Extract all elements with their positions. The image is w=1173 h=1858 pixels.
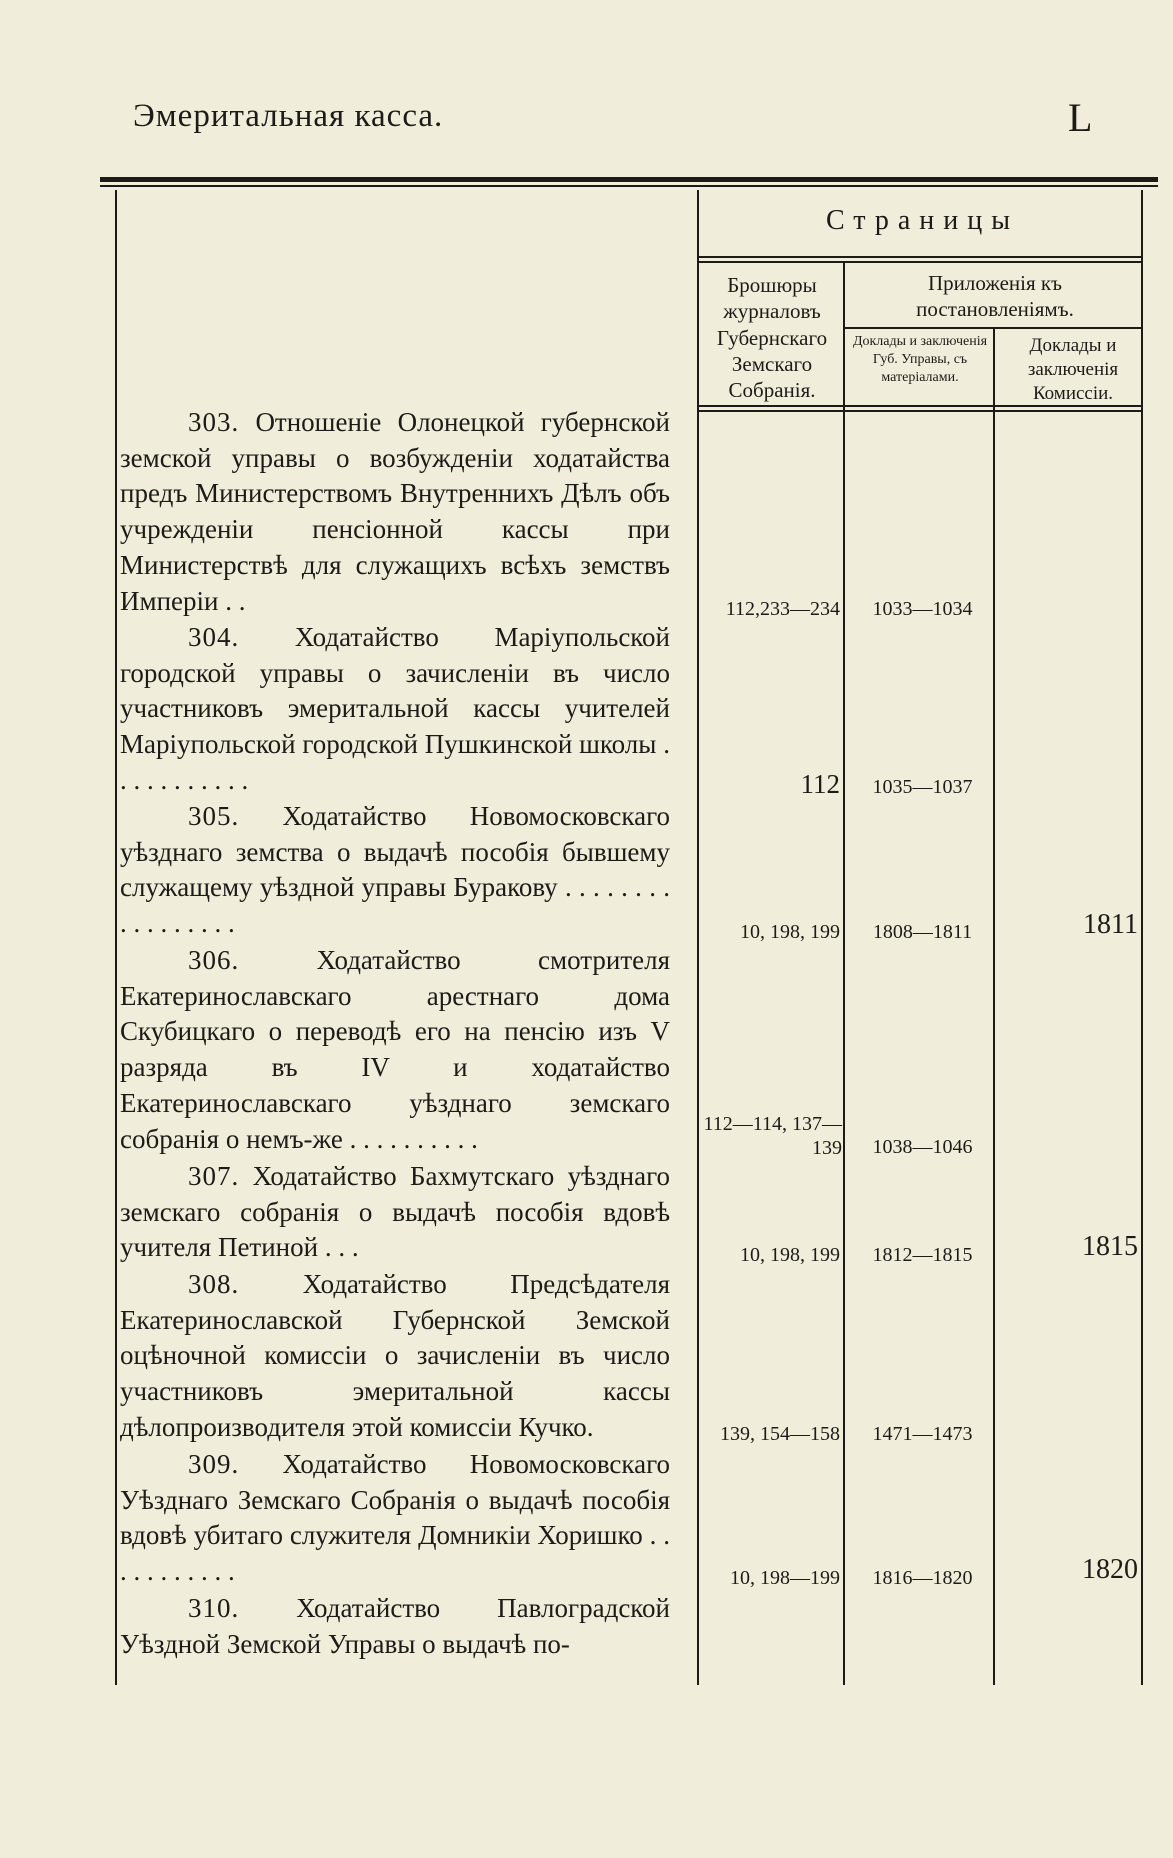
column-head-rule: [697, 405, 1143, 407]
entry-309-col1: 10, 198—199: [730, 1567, 840, 1589]
entry-304-col2: 1035—1037: [872, 776, 973, 798]
subheading-rule: [845, 327, 1143, 329]
entry-305: [120, 799, 670, 942]
col-divider-text: [697, 190, 699, 1685]
entry-307-col2: 1812—1815: [872, 1244, 973, 1266]
entry-309-col2: 1816—1820: [872, 1567, 973, 1589]
entry-308-col1: 139, 154—158: [720, 1423, 840, 1445]
entry-308: [120, 1267, 670, 1446]
entry-number: 305.: [188, 801, 240, 831]
entry-310: [120, 1591, 670, 1662]
header-rule-heavy: [100, 177, 1158, 182]
heading-rule-2: [697, 261, 1143, 263]
entry-text: Ходатайство Предсѣдателя Екатеринославской Губернской Земской оцѣночной комиссіи о зачисленіи въ число участниковъ эмеритальной кассы дѣлопроизводителя этой комиссіи Кучко.: [120, 1269, 670, 1442]
entry-304: [120, 620, 670, 799]
col-divider-1: [843, 262, 845, 1685]
entry-number: 310.: [188, 1593, 240, 1623]
entry-309: [120, 1447, 670, 1590]
entry-305-col2: 1808—1811: [872, 921, 973, 943]
entry-number: 309.: [188, 1449, 240, 1479]
entry-number: 306.: [188, 945, 240, 975]
entry-305-col1: 10, 198, 199: [740, 921, 840, 943]
col3-heading: Доклады и заключенія Комиссіи.: [1027, 335, 1119, 404]
entry-number: 307.: [188, 1161, 240, 1191]
entry-text: Ходатайство Маріупольской городской управы о зачисленіи въ число участниковъ эмеритальной кассы учителей Маріупольской городской Пушкинской школы . . . . . . . . . . .: [120, 622, 670, 795]
entry-307-col3: 1815: [1082, 1231, 1138, 1262]
col23-heading: Приложенія къ постановленіямъ.: [916, 271, 1074, 322]
entry-308-col2: 1471—1473: [872, 1423, 973, 1445]
col2-heading: Доклады и заключенія Губ. Управы, съ матеріалами.: [852, 334, 988, 386]
column-head-rule-2: [697, 410, 1143, 412]
entry-306-col2: 1038—1046: [872, 1136, 973, 1158]
columns-heading: Страницы: [825, 205, 1020, 236]
entry-307-col1: 10, 198, 199: [740, 1244, 840, 1266]
entry-text: Ходатайство Новомосковскаго Уѣзднаго Земскаго Собранія о выдачѣ пособія вдовѣ убитаго служителя Домникіи Хоришко . . . . . . . . . . .: [120, 1449, 670, 1587]
entry-number: 303.: [188, 407, 240, 437]
col-divider-2: [993, 328, 995, 1685]
heading-rule: [697, 256, 1143, 258]
entry-306-col1: 112—114, 137—139: [703, 1113, 842, 1159]
entry-number: 308.: [188, 1269, 240, 1299]
entry-text: Ходатайство Новомосковскаго уѣзднаго земства о выдачѣ пособія бывшему служащему уѣздной управы Буракову . . . . . . . . . . . . . . . . .: [120, 801, 670, 939]
entry-303: [120, 405, 670, 619]
table-left-border: [115, 190, 117, 1685]
entry-309-col3: 1820: [1082, 1554, 1138, 1585]
entry-306: [120, 943, 670, 1157]
entry-text: Отношеніе Олонецкой губернской земской управы о возбужденіи ходатайства предъ Министерствомъ Внутреннихъ Дѣлъ объ учрежденіи пенсіонной кассы при Министерствѣ для служащихъ всѣхъ земствъ Имперіи . .: [120, 407, 671, 616]
running-title: Эмеритальная касса.: [133, 98, 444, 134]
entry-text: Ходатайство смотрителя Екатеринославскаго арестнаго дома Скубицкаго о переводѣ его на пенсію изъ V разряда въ IV и ходатайство Екатеринославскаго уѣзднаго земскаго собранія о немъ-же . . . . . . . . . .: [120, 945, 671, 1154]
entry-303-col2: 1033—1034: [872, 598, 973, 620]
entry-307: [120, 1159, 670, 1266]
entry-305-col3: 1811: [1083, 909, 1138, 940]
entry-text: Ходатайство Бахмутскаго уѣзднаго земскаго собранія о выдачѣ пособія вдовѣ учителя Петиной . . .: [120, 1161, 670, 1263]
entry-303-col1: 112,233—234: [725, 598, 840, 620]
entry-304-col1: 112: [800, 769, 840, 799]
table-right-border: [1141, 190, 1143, 1685]
col1-heading: Брошюры журналовъ Губернскаго Земскаго Собранія.: [716, 273, 828, 402]
entry-text: Ходатайство Павлоградской Уѣздной Земской Управы о выдачѣ по-: [120, 1593, 670, 1659]
entry-number: 304.: [188, 622, 240, 652]
header-rule-thin: [100, 185, 1158, 187]
page-mark: L: [1068, 95, 1093, 140]
